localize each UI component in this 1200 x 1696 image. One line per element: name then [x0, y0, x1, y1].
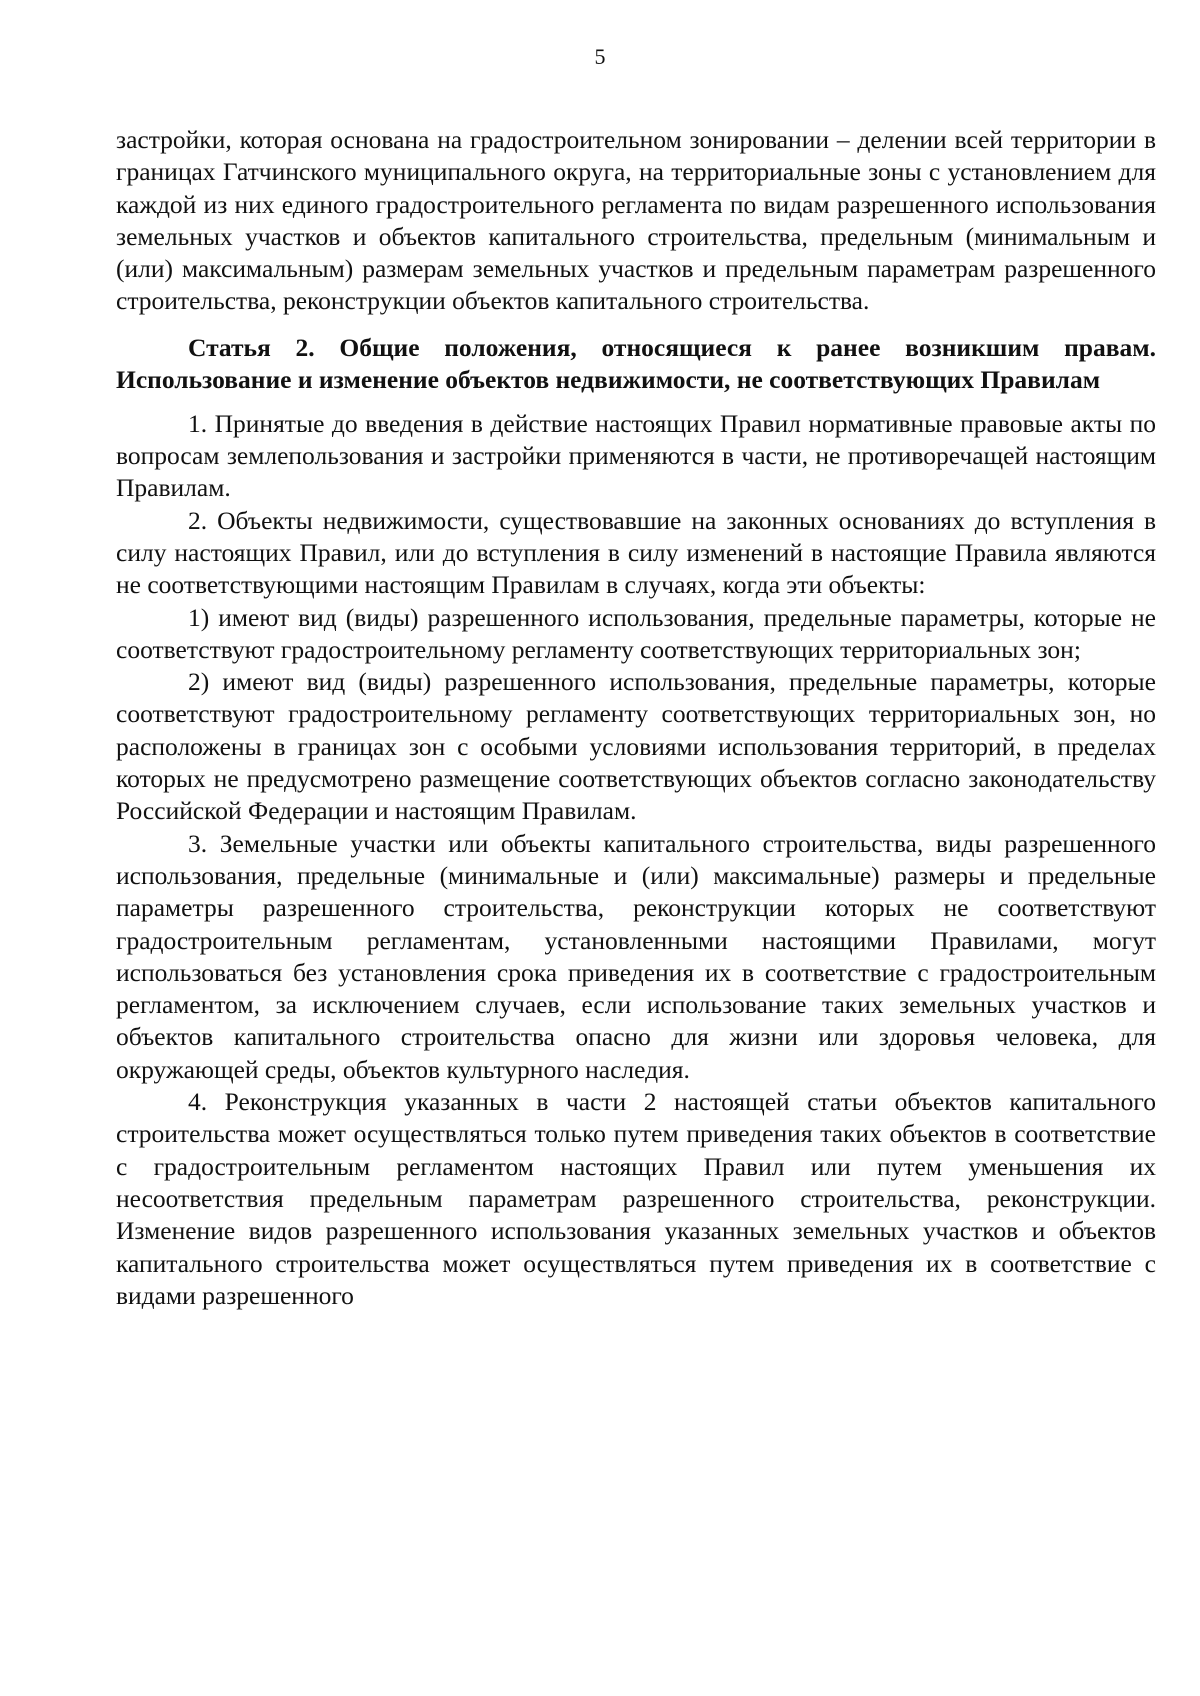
- article-paragraph-3: 3. Земельные участки или объекты капитального строительства, виды разрешенного использования, предельные (минимальные и (или) максимальные) размеры и предельные параметры разрешенного строительства, реконструкции которых не соответствуют градостроительным регламентам, установленными настоящими Правилами, могут использоваться без установления срока приведения их в соответствие с градостроительным регламентом, за исключением случаев, если использование таких земельных участков и объектов капитального строительства опасно для жизни или здоровья человека, для окружающей среды, объектов культурного наследия.: [116, 828, 1156, 1084]
- article-subitem-1: 1) имеют вид (виды) разрешенного использования, предельные параметры, которые не соответствуют градостроительному регламенту соответствующих территориальных зон;: [116, 602, 1156, 664]
- article-paragraph-1: 1. Принятые до введения в действие настоящих Правил нормативные правовые акты по вопросам землепользования и застройки применяются в части, не противоречащей настоящим Правилам.: [116, 408, 1156, 503]
- article-subitem-2: 2) имеют вид (виды) разрешенного использования, предельные параметры, которые соответствуют градостроительному регламенту соответствующих территориальных зон, но расположены в границах зон с особыми условиями использования территорий, в пределах которых не предусмотрено размещение соответствующих объектов согласно законодательству Российской Федерации и настоящим Правилам.: [116, 667, 1156, 826]
- continued-paragraph: застройки, которая основана на градостроительном зонировании – делении всей территории в границах Гатчинского муниципального округа, на территориальные зоны с установлением для каждой из них единого градостроительного регламента по видам разрешенного использования земельных участков и объектов капитального строительства, предельным (минимальным и (или) максимальным) размерам земельных участков и предельным параметрам разрешенного строительства, реконструкции объектов капитального строительства.: [116, 125, 1156, 316]
- document-body: [116, 124, 1156, 1312]
- article-heading: Статья 2. Общие положения, относящиеся к ранее возникшим правам. Использование и изменение объектов недвижимости, не соответствующих Правилам: [116, 332, 1156, 394]
- article-paragraph-2: 2. Объекты недвижимости, существовавшие на законных основаниях до вступления в силу настоящих Правил, или до вступления в силу изменений в настоящие Правила являются не соответствующими настоящим Правилам в случаях, когда эти объекты:: [116, 505, 1156, 600]
- article-paragraph-4: 4. Реконструкция указанных в части 2 настоящей статьи объектов капитального строительства может осуществляться только путем приведения таких объектов в соответствие с градостроительным регламентом настоящих Правил или путем уменьшения их несоответствия предельным параметрам разрешенного строительства, реконструкции. Изменение видов разрешенного использования указанных земельных участков и объектов капитального строительства может осуществляться путем приведения их в соответствие с видами разрешенного: [116, 1087, 1156, 1310]
- page-number: 5: [594, 44, 606, 69]
